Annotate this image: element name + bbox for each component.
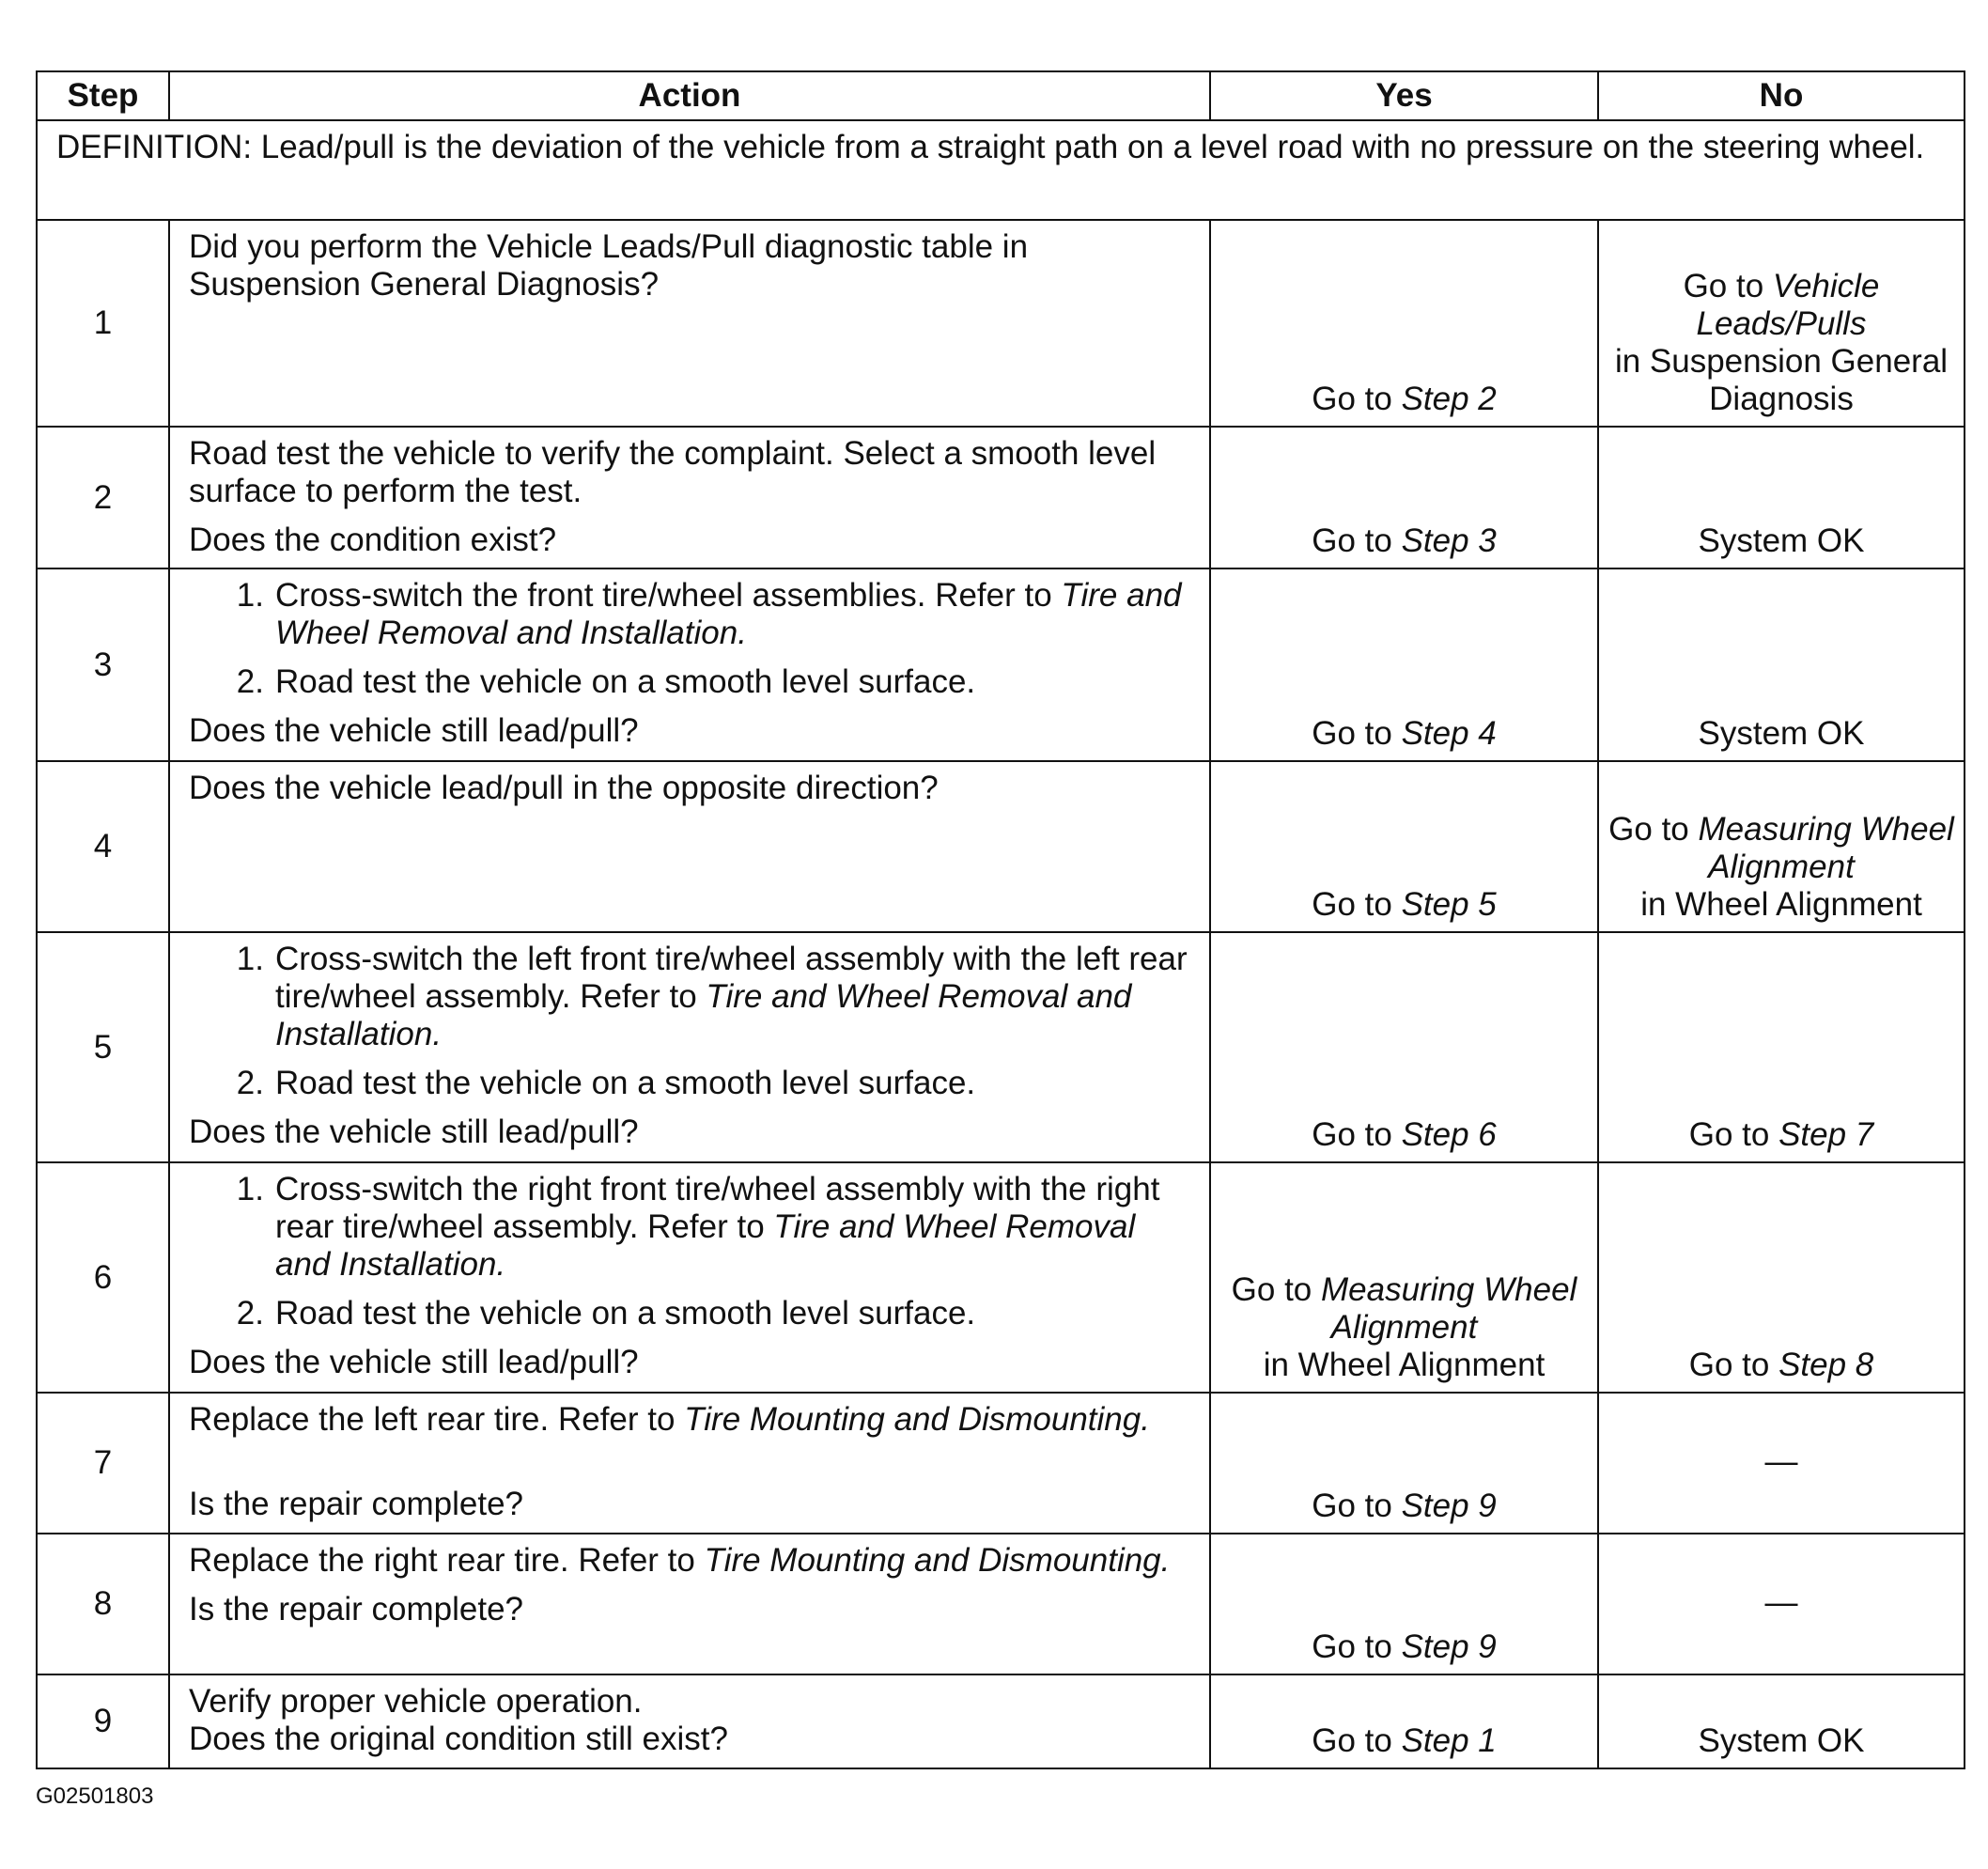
action-cell (169, 568, 1210, 761)
action-list (189, 1171, 1190, 1332)
table-row (37, 427, 1965, 568)
procedure-location: in Suspension General Diagnosis (1614, 343, 1949, 417)
procedure-reference: Tire Mounting and Dismounting. (684, 1401, 1150, 1438)
procedure-location: in Wheel Alignment (1263, 1347, 1545, 1383)
step-reference: Step 3 (1401, 522, 1497, 559)
action-list (189, 941, 1190, 1102)
procedure-reference: Tire and Wheel Removal and Installation. (275, 978, 1132, 1052)
header-action: Action (169, 71, 1210, 120)
diagnostic-table (36, 70, 1965, 1769)
figure-id: G02501803 (36, 1783, 154, 1809)
yes-result: Go to Step 5 (1210, 761, 1598, 932)
action-list (189, 577, 1190, 701)
action-question: Does the vehicle still lead/pull? (189, 712, 639, 749)
no-result: Go to Step 7 (1598, 932, 1965, 1162)
table-row (37, 568, 1965, 761)
table-row (37, 932, 1965, 1162)
action-text: Replace the right rear tire. Refer to Tire Mounting and Dismounting. (189, 1542, 1171, 1579)
action-cell (169, 1534, 1210, 1674)
step-number: 5 (37, 932, 169, 1162)
action-text: Replace the left rear tire. Refer to Tire Mounting and Dismounting. (189, 1401, 1150, 1438)
table-row (37, 761, 1965, 932)
header-row (37, 71, 1965, 120)
action-cell (169, 1393, 1210, 1534)
yes-result: Go to Step 2 (1210, 220, 1598, 427)
yes-result: Go to Step 4 (1210, 568, 1598, 761)
step-reference: Step 9 (1401, 1628, 1497, 1665)
step-number: 4 (37, 761, 169, 932)
action-question: Is the repair complete? (189, 1591, 524, 1628)
header-yes: Yes (1210, 71, 1598, 120)
list-item: 1. Cross-switch the left front tire/wheel assembly with the left rear tire/wheel assembly. Refer to Tire and Wheel Removal and Installation. (236, 941, 1188, 1052)
no-result: Go to Vehicle Leads/Pulls in Suspension General Diagnosis (1598, 220, 1965, 427)
procedure-reference: Measuring Wheel Alignment (1698, 811, 1954, 885)
list-item: 2. Road test the vehicle on a smooth level surface. (236, 1065, 976, 1101)
action-text: Road test the vehicle to verify the complaint. Select a smooth level surface to perform the test. (189, 435, 1157, 509)
action-cell (169, 932, 1210, 1162)
no-result: — (1598, 1534, 1965, 1674)
step-number: 3 (37, 568, 169, 761)
step-number: 9 (37, 1674, 169, 1768)
no-result: — (1598, 1393, 1965, 1534)
step-number: 7 (37, 1393, 169, 1534)
no-result: Go to Step 8 (1598, 1162, 1965, 1393)
step-reference: Step 6 (1401, 1116, 1497, 1153)
step-number: 2 (37, 427, 169, 568)
action-question: Does the vehicle still lead/pull? (189, 1114, 639, 1150)
table-row (37, 1162, 1965, 1393)
step-reference: Step 5 (1401, 886, 1497, 923)
table-row (37, 1534, 1965, 1674)
action-question: Does the original condition still exist? (189, 1721, 728, 1757)
definition-text: DEFINITION: Lead/pull is the deviation of the vehicle from a straight path on a level road with no pressure on the steering wheel. (37, 120, 1965, 220)
yes-result: Go to Step 3 (1210, 427, 1598, 568)
no-result: System OK (1598, 568, 1965, 761)
step-reference: Step 8 (1778, 1347, 1874, 1383)
table-row (37, 1674, 1965, 1768)
list-item: 1. Cross-switch the right front tire/wheel assembly with the right rear tire/wheel assembly. Refer to Tire and Wheel Removal and Installation. (236, 1171, 1160, 1283)
yes-result: Go to Step 6 (1210, 932, 1598, 1162)
table-row (37, 1393, 1965, 1534)
step-reference: Step 9 (1401, 1487, 1497, 1524)
action-text: Does the vehicle lead/pull in the opposite direction? (169, 761, 1210, 932)
action-question: Is the repair complete? (189, 1486, 524, 1522)
step-reference: Step 1 (1401, 1722, 1497, 1759)
action-cell (169, 1674, 1210, 1768)
definition-row (37, 120, 1965, 220)
action-text: Did you perform the Vehicle Leads/Pull diagnostic table in Suspension General Diagnosis? (169, 220, 1210, 427)
step-reference: Step 7 (1778, 1116, 1874, 1153)
list-item: 2. Road test the vehicle on a smooth level surface. (236, 663, 976, 700)
action-cell (169, 1162, 1210, 1393)
list-item: 2. Road test the vehicle on a smooth level surface. (236, 1295, 976, 1332)
action-question: Does the vehicle still lead/pull? (189, 1344, 639, 1380)
header-no: No (1598, 71, 1965, 120)
action-cell (169, 427, 1210, 568)
procedure-reference: Tire and Wheel Removal and Installation. (275, 577, 1182, 651)
step-number: 8 (37, 1534, 169, 1674)
step-reference: Step 2 (1401, 381, 1497, 417)
no-result: System OK (1598, 1674, 1965, 1768)
yes-result: Go to Step 9 (1210, 1393, 1598, 1534)
list-item: 1. Cross-switch the front tire/wheel assemblies. Refer to Tire and Wheel Removal and Installation. (236, 577, 1182, 651)
procedure-reference: Tire and Wheel Removal and Installation. (275, 1208, 1136, 1283)
action-question: Does the condition exist? (189, 522, 557, 558)
no-result: Go to Measuring Wheel Alignment in Wheel Alignment (1598, 761, 1965, 932)
step-number: 6 (37, 1162, 169, 1393)
procedure-location: in Wheel Alignment (1640, 886, 1922, 923)
step-reference: Step 4 (1401, 715, 1497, 752)
header-step: Step (37, 71, 169, 120)
step-number: 1 (37, 220, 169, 427)
table-row (37, 220, 1965, 427)
no-result: System OK (1598, 427, 1965, 568)
yes-result: Go to Step 1 (1210, 1674, 1598, 1768)
procedure-reference: Tire Mounting and Dismounting. (704, 1542, 1171, 1579)
procedure-reference: Measuring Wheel Alignment (1320, 1271, 1577, 1346)
yes-result: Go to Step 9 (1210, 1534, 1598, 1674)
procedure-reference: Vehicle Leads/Pulls (1696, 268, 1880, 342)
action-text: Verify proper vehicle operation. (189, 1683, 643, 1720)
yes-result: Go to Measuring Wheel Alignment in Wheel Alignment (1210, 1162, 1598, 1393)
